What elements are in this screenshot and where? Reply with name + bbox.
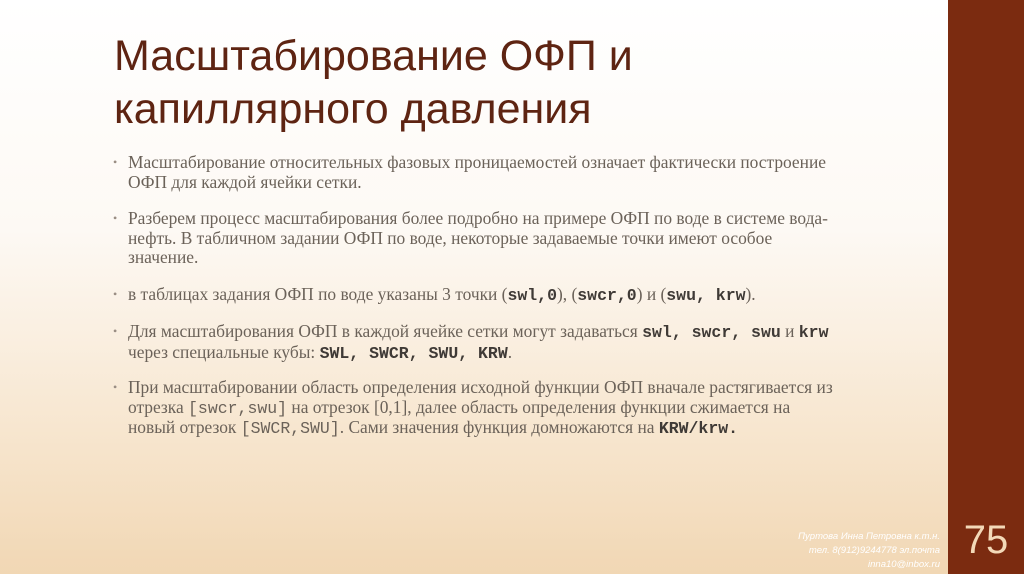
bullet-item	[113, 153, 833, 192]
slide-title-line-2: капиллярного давления	[114, 85, 592, 133]
footer-email: inna10@inbox.ru	[868, 559, 940, 570]
bullet-icon: •	[113, 324, 118, 338]
slide-number: 75	[963, 518, 1009, 562]
bullet-item	[113, 322, 833, 363]
footer-phone: тел. 8(912)9244778 эл.почта	[808, 545, 940, 556]
accent-sidebar	[948, 0, 1024, 574]
code-swl: swl,0	[507, 285, 557, 305]
bullet-text: ).	[745, 283, 756, 304]
slide-title-line-1: Масштабирование ОФП и	[114, 32, 633, 80]
code-cubes: SWL, SWCR, SWU, KRW	[319, 343, 508, 363]
bullet-text: . Сами значения функция домножаются на	[339, 417, 659, 437]
bullet-item	[113, 209, 833, 268]
bullet-text: и	[780, 321, 799, 341]
bullet-text: Для масштабирования ОФП в каждой ячейке сетки могут задаваться	[128, 321, 643, 341]
slide-title	[114, 30, 894, 136]
code-swu-krw: swu, krw	[666, 285, 746, 305]
bullet-text: Масштабирование относительных фазовых проницаемостей означает фактически построение ОФП для каждой ячейки сетки.	[128, 152, 826, 192]
author-footer	[650, 530, 940, 572]
bullet-item	[113, 378, 833, 439]
code-swcr-swu-interval: [swcr,swu]	[188, 398, 288, 418]
bullet-text: через специальные кубы:	[128, 341, 320, 362]
bullet-list	[113, 153, 833, 456]
bullet-item	[113, 285, 833, 306]
code-SWCR-SWU-interval: [SWCR,SWU]	[240, 419, 340, 438]
code-swcr: swcr,0	[577, 285, 637, 305]
bullet-text: ) и (	[636, 283, 667, 304]
code-swl-swcr-swu: swl, swcr, swu	[642, 323, 781, 342]
bullet-icon: •	[113, 211, 118, 225]
bullet-text: на отрезок [0,1], далее область определения функции сжимается на новый отрезок	[128, 396, 791, 437]
bullet-icon: •	[113, 286, 118, 301]
code-krw-ratio: KRW/krw.	[658, 419, 739, 438]
bullet-text: ), (	[556, 283, 578, 304]
bullet-text: .	[507, 341, 513, 362]
bullet-icon: •	[113, 155, 118, 169]
bullet-text: При масштабировании область определения исходной функции ОФП вначале растягивается из отрезка	[128, 377, 833, 417]
bullet-text: Разберем процесс масштабирования более подробно на примере ОФП по воде в системе вода-нефть. В табличном задании ОФП по воде, некоторые задаваемые точки имеют особое значение.	[128, 208, 828, 267]
bullet-text: в таблицах задания ОФП по воде указаны 3 точки (	[128, 283, 508, 304]
footer-author: Пуртова Инна Петровна к.т.н.	[798, 531, 940, 542]
bullet-icon: •	[113, 380, 118, 394]
code-krw: krw	[798, 323, 829, 342]
